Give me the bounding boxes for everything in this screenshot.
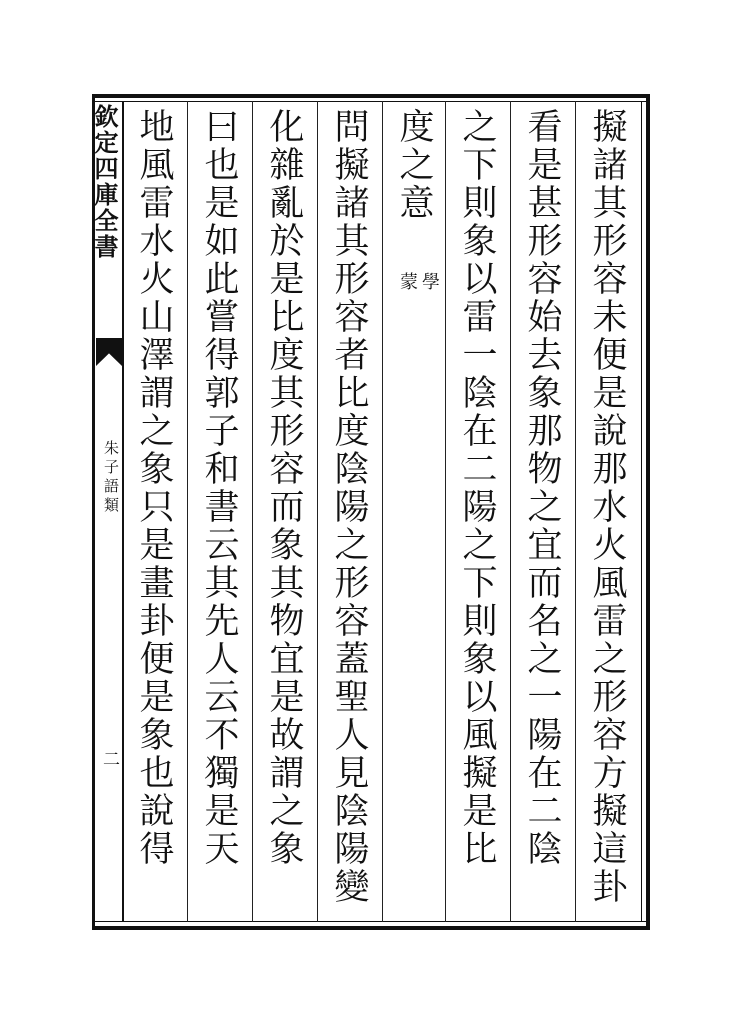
- column-separator: [510, 101, 511, 922]
- text-column-3: 之下則象以雷一陰在二陽之下則象以風擬是比: [457, 108, 497, 868]
- frame-bottom-border: [92, 926, 650, 930]
- column-separator: [445, 101, 446, 922]
- text-column-8: 地風雷水火山澤謂之象只是畫卦便是象也說得: [134, 108, 174, 868]
- frame-top-inner-rule: [92, 101, 650, 102]
- margin-book-title: 朱子語類: [102, 440, 120, 516]
- text-column-1: 擬諸其形容未便是說那水火風雷之形容方擬這卦: [587, 108, 627, 906]
- text-column-7: 曰也是如此嘗得郭子和書云其先人云不獨是天: [199, 108, 239, 868]
- column-separator: [382, 101, 383, 922]
- column-separator: [252, 101, 253, 922]
- margin-page-number: 二: [99, 750, 119, 767]
- frame-top-border: [92, 94, 650, 98]
- text-column-6: 化雜亂於是比度其形容而象其物宜是故謂之象: [264, 108, 304, 868]
- column-separator: [317, 101, 318, 922]
- annotation-note-right: 學: [419, 272, 440, 292]
- text-column-5: 問擬諸其形容者比度陰陽之形容蓋聖人見陰陽變: [329, 108, 369, 906]
- frame-right-border: [646, 94, 650, 930]
- annotation-note-left: 蒙: [397, 272, 418, 292]
- frame-right-inner-rule: [641, 101, 642, 922]
- column-separator: [575, 101, 576, 922]
- margin-collection-title: 欽定四庫全書: [90, 104, 119, 260]
- text-column-2: 看是甚形容始去象那物之宜而名之一陽在二陰: [522, 108, 562, 868]
- frame-bottom-inner-rule: [92, 921, 650, 922]
- column-separator: [187, 101, 188, 922]
- margin-divider: [122, 101, 124, 922]
- text-column-4: 度之意: [394, 108, 434, 222]
